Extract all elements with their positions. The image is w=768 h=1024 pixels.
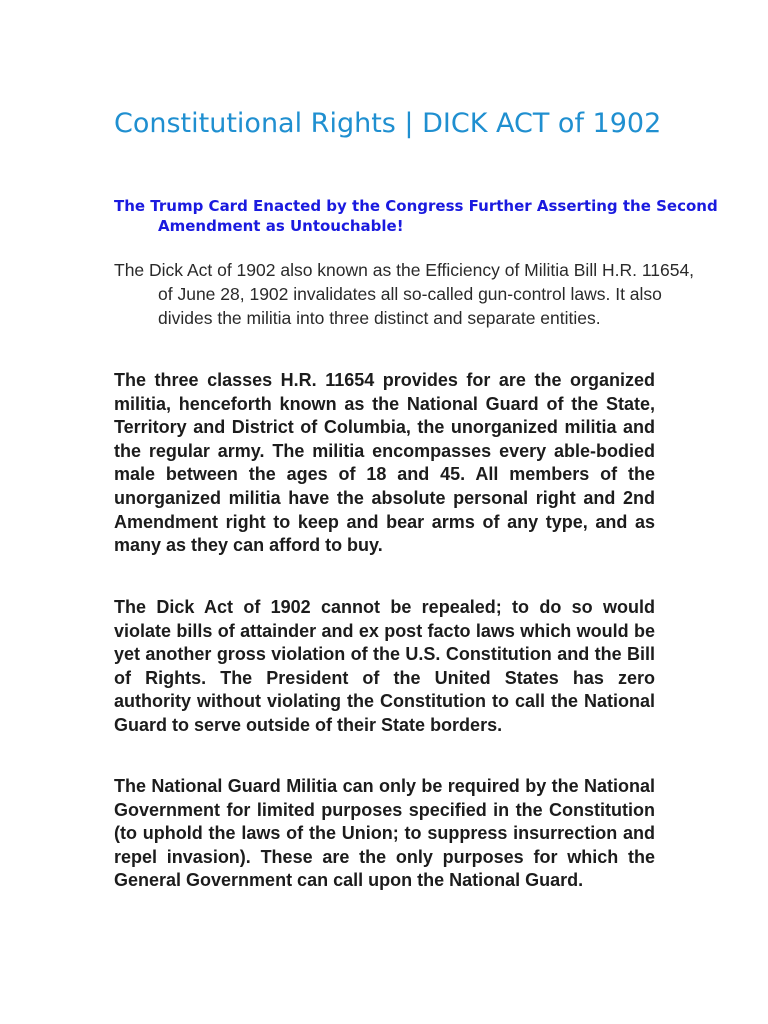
body-paragraph-militia-classes: The three classes H.R. 11654 provides for are the organized militia, henceforth known as the National Guard of the State, Territory and District of Columbia, the unorganized militia and the regular army. The militia encompasses every able-bodied male between the ages of 18 and 45. All members of the unorganized militia have the absolute personal right and 2nd Amendment right to keep and bear arms of any type, and as many as they can afford to buy. — [114, 370, 655, 556]
body-paragraph-repeal: The Dick Act of 1902 cannot be repealed; to do so would violate bills of attainder and ex post facto laws which would be yet another gross violation of the U.S. Constitution and the Bill of Rights. The President of the United States has zero authority without violating the Constitution to call the National Guard to serve outside of their State borders. — [114, 597, 655, 735]
intro-paragraph: The Dick Act of 1902 also known as the Efficiency of Militia Bill H.R. 11654, of June 28, 1902 invalidates all so-called gun-control laws. It also divides the militia into three distinct and separate entities. — [114, 260, 695, 328]
body-paragraph-national-guard: The National Guard Militia can only be required by the National Government for limited purposes specified in the Constitution (to uphold the laws of the Union; to suppress insurrection and repel invasion). These are the only purposes for which the General Government can call upon the National Guard. — [114, 776, 655, 891]
page-title: Constitutional Rights | DICK ACT of 1902 — [114, 108, 662, 139]
page-subtitle: The Trump Card Enacted by the Congress Further Asserting the Second Amendment as Untouchable! — [114, 197, 718, 235]
